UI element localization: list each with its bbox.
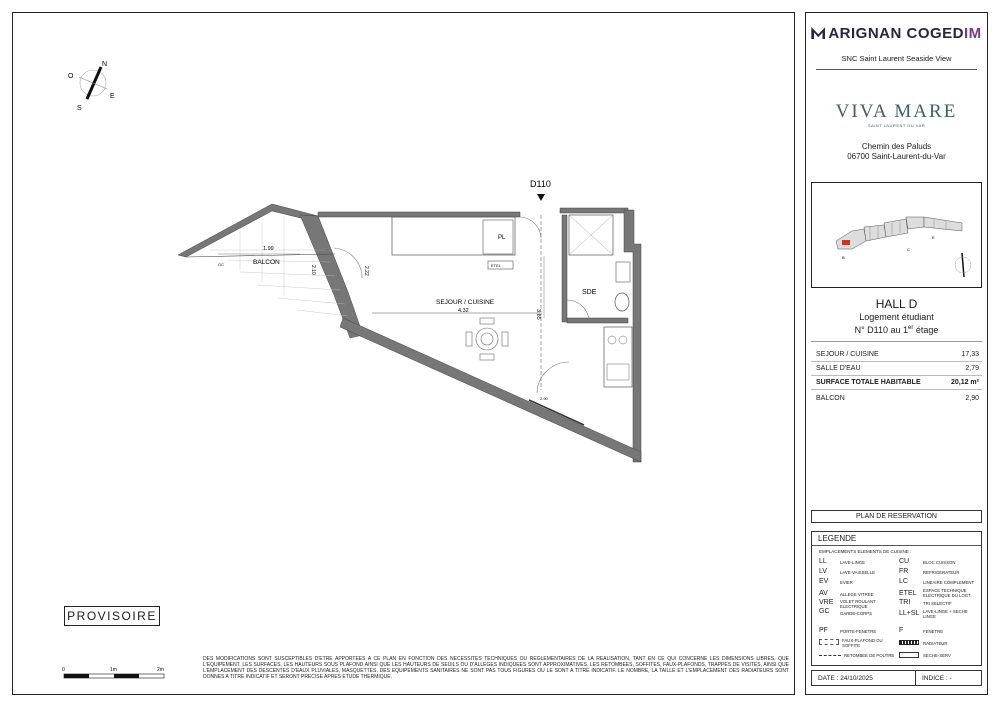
- legend-code: PF: [819, 627, 828, 634]
- scale-two: 2m: [157, 667, 164, 673]
- unit-tag: D110: [530, 179, 551, 189]
- provisoire-stamp: PROVISOIRE: [64, 606, 160, 626]
- compass-o: O: [68, 73, 74, 80]
- address-line-2: 06700 Saint-Laurent-du-Var: [847, 152, 946, 161]
- scale-one: 1m: [110, 667, 117, 673]
- legend-title: LEGENDE: [818, 534, 857, 543]
- divider: [811, 375, 982, 376]
- legend-desc: LAVE-LINGE + SECHE LINGE: [923, 609, 968, 619]
- legend-desc: LAVE-LINGE: [840, 560, 865, 565]
- legend-code: LC: [899, 578, 908, 585]
- legend-desc: TRI SELECTIF: [923, 601, 952, 606]
- gc-label: GC: [218, 262, 224, 267]
- kitchen-counter: [604, 327, 632, 387]
- seche-serv-icon: [899, 652, 919, 658]
- legend-desc: EVIER: [840, 580, 853, 585]
- brand-part-b: COGED: [906, 25, 964, 42]
- balcon-label: BALCON: [253, 259, 280, 266]
- compass-icon: [79, 67, 107, 99]
- entry-arrow-icon: [537, 194, 545, 201]
- plan-date: DATE : 24/10/2025: [818, 675, 873, 682]
- legend-code: EV: [819, 578, 829, 585]
- plan-type: PLAN DE RESERVATION: [856, 513, 937, 520]
- legend-code: FR: [899, 568, 909, 575]
- legend-desc: FENETRE: [923, 629, 944, 634]
- svg-text:E: E: [932, 235, 935, 240]
- surface-row: SALLE D'EAU 2,79: [816, 365, 979, 372]
- sejour-label: SEJOUR / CUISINE: [436, 299, 495, 306]
- sde-label: SDE: [582, 289, 597, 296]
- divider: [811, 341, 982, 342]
- divider: [811, 389, 982, 390]
- legend-desc: BLOC CUISSON: [923, 560, 956, 565]
- dim-290: 2.90: [540, 396, 548, 401]
- table-chairs: [466, 318, 508, 360]
- compass-s: S: [77, 105, 82, 112]
- plan-indice: INDICE : -: [922, 675, 952, 682]
- disclaimer-note: DES MODIFICATIONS SONT SUSCEPTIBLES D'ETRE APPORTEES A CE PLAN EN FONCTION DES NECESSITES TECHNIQUES OU REGLEMENTAIRES DE LA REALISATION, TANT EN CE QUI CONCERNE LES DIMENSIONS LIBRES, QUE L'EQUIPEMENT. LES SURFACES, LES HAUTEURS SOUS PLAFOND AINSI QUE LES HAUTEURS DE SEUILS OU D'ALLEGES INDIQUEES SONT APPROXIMATIVES. LES RETOMBEES, SOFFITES, FAUX-PLAFONDS, TRAPPES DE VISITES, AINSI QUE L'EMPLACEMENT DES DESCENTES D'EAUX PLUVIALES, MASQUETTES, DES EQUIPEMENTS SANITAIRES NE SONT PAS TOUS FIGURES OU LE SONT A TITRE INDICATIF. LE NOMBRE, LA TAILLE ET L'EMPLACEMENT DES RADIATEURS SONT DONNES A TITRE INDICATIF ET SERONT PRECISE APRES ETUDE THERMIQUE.: [203, 656, 789, 681]
- company-name: SNC Saint Laurent Seaside View: [841, 54, 952, 63]
- retombee-icon: [819, 655, 841, 656]
- radiateur-icon: [899, 640, 919, 645]
- legend-intro: EMPLACEMENTS ELEMENTS DE CUISINE :: [819, 549, 912, 554]
- legend-code: LL: [819, 558, 827, 565]
- legend-code: ETEL: [899, 590, 917, 597]
- unit-type: Logement étudiant: [859, 312, 934, 322]
- sejour-dim: 4.32: [458, 308, 469, 314]
- legend-desc: ALLEGE VITREE: [840, 592, 874, 597]
- address-line-1: Chemin des Paluds: [861, 142, 932, 151]
- unit-number-sup: er: [908, 325, 914, 331]
- legend-desc: PORTE-FENETRE: [840, 629, 877, 634]
- divider: [811, 361, 982, 362]
- walls: [178, 204, 641, 462]
- legend-code: F: [899, 627, 904, 634]
- legend-code: VRE: [819, 599, 834, 606]
- divider: [915, 671, 916, 685]
- divider: [816, 69, 977, 70]
- unit-number-prefix: N° D110 au 1: [854, 325, 909, 335]
- legend-code: GC: [819, 608, 830, 615]
- site-minimap: [811, 182, 982, 288]
- date-box: [811, 670, 982, 686]
- legend-box: [811, 531, 982, 666]
- hall-title: HALL D: [875, 297, 918, 311]
- unit-number-suffix: étage: [913, 325, 939, 335]
- legend-desc: ESPACE TECHNIQUE ELECTRIQUE DU LOGT.: [923, 588, 972, 598]
- bed-outline: [392, 217, 515, 255]
- title-panel: [805, 12, 988, 695]
- divider: [812, 545, 981, 546]
- soffite-icon: [819, 639, 839, 645]
- balcon-dim: 1.99: [263, 246, 274, 252]
- surface-row: BALCON 2,90: [816, 395, 979, 402]
- project-logo: VIVA MARE: [835, 101, 958, 122]
- scale-bar: [64, 674, 164, 678]
- legend-desc: RADIATEUR: [923, 641, 948, 646]
- wc-icon: [615, 293, 629, 311]
- brand-m-icon: [811, 27, 825, 39]
- pl-label: PL: [498, 235, 506, 241]
- dim-222: 2.22: [363, 266, 369, 276]
- legend-code: CU: [899, 558, 910, 565]
- legend-code: LL+SL: [899, 610, 920, 617]
- project-sub: SAINT LAURENT DU VAR: [867, 123, 926, 128]
- legend-desc: LINEAIRE COMPLEMENT: [923, 580, 975, 585]
- etel-label: ETEL: [491, 263, 502, 268]
- legend-desc: REFRIGERATEUR: [923, 570, 960, 575]
- svg-text:B: B: [842, 255, 845, 260]
- legend-desc: RETOMBEE DE POUTRE: [844, 653, 895, 658]
- brand-logo: [806, 25, 987, 42]
- legend-code: LV: [819, 568, 828, 575]
- surface-total-row: SURFACE TOTALE HABITABLE 20,12 m²: [816, 379, 979, 386]
- sejour-dim-v: 3.85: [535, 309, 541, 320]
- scale-zero: 0: [62, 667, 65, 673]
- compass-e: E: [110, 93, 115, 100]
- sink-icon: [616, 262, 630, 282]
- legend-desc: VOLET ROULANT ELECTRIQUE: [840, 599, 876, 609]
- unit-number: [806, 325, 987, 335]
- svg-text:C: C: [907, 247, 910, 252]
- plan-type-box: [811, 510, 982, 523]
- brand-part-c: IM: [964, 25, 982, 42]
- legend-desc: LAVE-VAISSELLE: [840, 570, 875, 575]
- legend-code: AV: [819, 590, 828, 597]
- legend-desc: FAUX-PLAFOND OU SOFFITE: [842, 638, 883, 648]
- legend-desc: GARDE-CORPS: [840, 611, 872, 616]
- legend-code: TRI: [899, 599, 911, 606]
- dim-210: 2.10: [310, 265, 316, 275]
- surface-row: SEJOUR / CUISINE 17,33: [816, 351, 979, 358]
- brand-part-a: ARIGNAN: [828, 25, 902, 42]
- legend-desc: SECHE-SERV: [923, 653, 951, 658]
- compass-n: N: [102, 61, 108, 68]
